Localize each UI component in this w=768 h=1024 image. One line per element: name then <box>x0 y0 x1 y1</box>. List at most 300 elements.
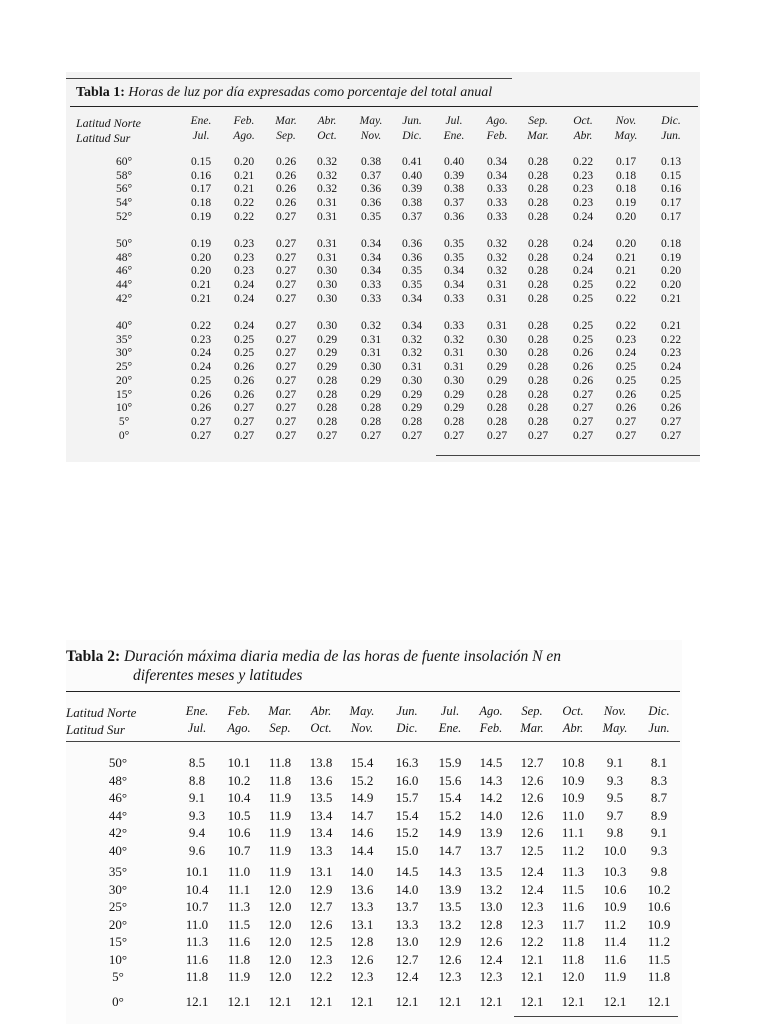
table2-bottom-rule <box>514 1016 678 1017</box>
table1-cell: 0.28 <box>486 415 508 428</box>
table1-cell: 0.31 <box>486 279 508 292</box>
table1-cell: 0.23 <box>233 251 255 264</box>
table1-cell: 0.30 <box>316 265 338 278</box>
table1-lat-label: 42° <box>115 292 133 305</box>
table1-cell: 0.15 <box>190 156 212 168</box>
table1-cell: 0.32 <box>316 169 338 182</box>
table1-cell: 0.37 <box>360 169 382 182</box>
table1-title-prefix: Tabla 1: <box>76 85 125 100</box>
table2-cell: 8.5 <box>188 755 206 770</box>
table2-cell: 10.6 <box>227 825 251 840</box>
table2-cell: 14.4 <box>350 842 374 858</box>
table2-cell: 11.9 <box>268 790 292 805</box>
table2-cell: 10.7 <box>227 842 251 858</box>
table1-cell: 0.27 <box>190 415 212 428</box>
table1-cell: 0.28 <box>316 374 338 387</box>
table2-cell: 14.6 <box>350 825 374 840</box>
table1-month-north: Ene. <box>190 115 212 127</box>
table1-bottom-rule <box>436 455 700 456</box>
table1-cell: 0.39 <box>443 169 465 182</box>
table2-cell: 11.3 <box>561 864 585 879</box>
table1-cell: 0.36 <box>360 183 382 196</box>
table1-cell: 0.28 <box>527 361 549 374</box>
table1-cell: 0.25 <box>572 320 594 332</box>
table1-cell: 0.23 <box>572 183 594 196</box>
table1-cell: 0.31 <box>316 197 338 210</box>
table1-month-south: Dic. <box>402 130 422 142</box>
table2-cell: 13.0 <box>395 934 419 949</box>
table2-cell: 12.7 <box>520 755 544 770</box>
table1-cell: 0.26 <box>233 361 255 374</box>
table1-lat-label: 44° <box>115 279 133 292</box>
table1-cell: 0.32 <box>401 347 423 360</box>
table2-cell: 11.5 <box>227 916 251 932</box>
table1-cell: 0.31 <box>316 238 338 250</box>
table2-cell: 14.3 <box>438 864 462 879</box>
table2-cell: 10.2 <box>227 772 251 788</box>
table1-cell: 0.26 <box>275 183 297 196</box>
table2-cell: 12.8 <box>350 934 374 949</box>
table2-cell: 14.9 <box>350 790 374 805</box>
table2-cell: 8.1 <box>650 755 668 770</box>
table2-cell: 13.3 <box>350 899 374 914</box>
table1-cell: 0.28 <box>527 388 549 401</box>
table1-title <box>76 85 492 101</box>
table2-cell: 12.1 <box>561 994 585 1009</box>
table1-cell: 0.28 <box>527 169 549 182</box>
table1-cell: 0.18 <box>190 197 212 210</box>
table2-month-south: Mar. <box>520 721 544 735</box>
table2-cell: 11.0 <box>227 864 251 879</box>
table1-cell: 0.28 <box>360 402 382 415</box>
table1-cell: 0.32 <box>486 238 508 250</box>
table1-cell: 0.24 <box>572 265 594 278</box>
table2-cell: 10.7 <box>185 899 209 914</box>
table1-lat-label: 15° <box>115 388 133 401</box>
table1-cell: 0.24 <box>660 361 682 374</box>
table1-cell: 0.35 <box>443 251 465 264</box>
table2-cell: 9.8 <box>606 825 624 840</box>
table1-cell: 0.29 <box>316 333 338 346</box>
table1-cell: 0.28 <box>316 388 338 401</box>
table1-cell: 0.29 <box>443 402 465 415</box>
table1-cell: 0.38 <box>443 183 465 196</box>
table1-cell: 0.31 <box>486 292 508 305</box>
table2-cell: 16.3 <box>395 755 419 770</box>
table1-cell: 0.22 <box>190 320 212 332</box>
table2-cell: 11.8 <box>561 934 585 949</box>
table1-month-south: Mar. <box>527 130 549 142</box>
table1-cell: 0.21 <box>233 183 255 196</box>
table1-month-south: Jul. <box>192 130 210 142</box>
table2-cell: 10.4 <box>227 790 251 805</box>
table2-cell: 12.0 <box>268 881 292 897</box>
table1-cell: 0.22 <box>615 292 637 305</box>
table2-cell: 12.3 <box>309 951 333 967</box>
table1-cell: 0.35 <box>443 238 465 250</box>
table1-lat-label: 46° <box>115 265 133 278</box>
table2-cell: 9.1 <box>188 790 206 805</box>
table2-cell: 11.0 <box>185 916 209 932</box>
table2-month-north: Oct. <box>562 704 584 718</box>
table2-cell: 10.9 <box>561 772 585 788</box>
table2-cell: 12.2 <box>309 969 333 984</box>
table1-cell: 0.23 <box>233 265 255 278</box>
table1-cell: 0.21 <box>190 279 212 292</box>
table2-cell: 12.4 <box>520 881 544 897</box>
table1-cell: 0.28 <box>360 415 382 428</box>
table2-title-text-2: diferentes meses y latitudes <box>133 667 303 684</box>
table1-cell: 0.28 <box>527 415 549 428</box>
table1-cell: 0.26 <box>275 156 297 168</box>
table2-cell: 13.3 <box>395 916 419 932</box>
table1-cell: 0.24 <box>572 251 594 264</box>
table1-month-south: Abr. <box>573 130 593 142</box>
table2-cell: 11.7 <box>561 916 585 932</box>
table2-cell: 12.6 <box>309 916 333 932</box>
table1-cell: 0.27 <box>190 429 212 442</box>
table2-cell: 11.2 <box>647 934 671 949</box>
table2-cell: 10.2 <box>647 881 671 897</box>
table2-cell: 15.4 <box>395 807 419 823</box>
table2-cell: 13.6 <box>309 772 333 788</box>
table1-cell: 0.28 <box>527 238 549 250</box>
table1-cell: 0.36 <box>443 210 465 223</box>
table1-cell: 0.23 <box>572 197 594 210</box>
table2-cell: 12.1 <box>395 994 419 1009</box>
table1-cell: 0.20 <box>660 265 682 278</box>
table2-header-north: Latitud Norte <box>66 705 137 720</box>
table2-cell: 11.5 <box>561 881 585 897</box>
table1-month-north: Jun. <box>402 115 422 127</box>
table2-cell: 12.6 <box>438 951 462 967</box>
table1-cell: 0.30 <box>443 374 465 387</box>
table1-header-south: Latitud Sur <box>76 131 131 145</box>
table2-cell: 9.7 <box>606 807 624 823</box>
table2-month-north: Ago. <box>479 704 503 718</box>
table1-cell: 0.24 <box>615 347 637 360</box>
table1-cell: 0.34 <box>486 156 508 168</box>
table1-cell: 0.33 <box>360 292 382 305</box>
table1-cell: 0.25 <box>233 347 255 360</box>
table2-month-south: Ene. <box>438 721 462 735</box>
table1-cell: 0.25 <box>572 279 594 292</box>
table1-cell: 0.23 <box>660 347 682 360</box>
table1-cell: 0.29 <box>401 402 423 415</box>
table1-cell: 0.25 <box>190 374 212 387</box>
table1-cell: 0.24 <box>233 279 255 292</box>
table2-cell: 13.6 <box>350 881 374 897</box>
table2-cell: 12.0 <box>268 951 292 967</box>
table1-cell: 0.23 <box>190 333 212 346</box>
table2-cell: 13.1 <box>350 916 374 932</box>
table2-cell: 12.1 <box>520 994 544 1009</box>
table2-lat-label: 48° <box>108 772 128 788</box>
table1-cell: 0.35 <box>360 210 382 223</box>
table2-cell: 13.4 <box>309 825 333 840</box>
table1-month-north: Dic. <box>661 115 681 127</box>
table2-cell: 12.1 <box>438 994 462 1009</box>
table1-cell: 0.29 <box>486 374 508 387</box>
table1-cell: 0.18 <box>615 183 637 196</box>
table1-cell: 0.27 <box>275 429 297 442</box>
table2-cell: 10.4 <box>185 881 209 897</box>
table2-cell: 16.0 <box>395 772 419 788</box>
table2-cell: 10.9 <box>603 899 627 914</box>
table1-cell: 0.32 <box>401 333 423 346</box>
table2-lat-label: 42° <box>108 825 128 840</box>
table2-cell: 13.2 <box>479 881 503 897</box>
table1-cell: 0.36 <box>401 251 423 264</box>
table1-cell: 0.18 <box>615 169 637 182</box>
table1-cell: 0.22 <box>615 320 637 332</box>
table1-cell: 0.26 <box>190 402 212 415</box>
table1-month-south: Nov. <box>360 130 382 142</box>
table2-cell: 14.3 <box>479 772 503 788</box>
table1-cell: 0.34 <box>443 265 465 278</box>
table2-cell: 8.3 <box>650 772 668 788</box>
table1-cell: 0.19 <box>190 210 212 223</box>
table2-cell: 9.1 <box>606 755 624 770</box>
table1-cell: 0.27 <box>233 402 255 415</box>
table1-month-north: Abr. <box>317 115 337 127</box>
table1-cell: 0.17 <box>615 156 637 168</box>
table2-month-north: Abr. <box>310 704 332 718</box>
table1-cell: 0.32 <box>360 320 382 332</box>
table1-cell: 0.29 <box>443 388 465 401</box>
table1-month-north: Ago. <box>486 115 508 127</box>
table1-cell: 0.30 <box>316 292 338 305</box>
table2-cell: 12.4 <box>479 951 503 967</box>
table2-cell: 15.6 <box>438 772 462 788</box>
table1-cell: 0.29 <box>401 388 423 401</box>
table2-month-south: Oct. <box>310 721 332 735</box>
table1-cell: 0.31 <box>360 333 382 346</box>
table2-month-north: Feb. <box>227 704 251 718</box>
table2-month-south: Sep. <box>269 721 291 735</box>
table1-lat-label: 58° <box>115 169 133 182</box>
table2-cell: 12.0 <box>268 899 292 914</box>
table1-cell: 0.29 <box>360 374 382 387</box>
table1-cell: 0.31 <box>443 361 465 374</box>
table1-cell: 0.27 <box>572 429 594 442</box>
table2-cell: 11.8 <box>647 969 671 984</box>
table1-cell: 0.27 <box>275 320 297 332</box>
table1-cell: 0.33 <box>443 320 465 332</box>
table1-header-north: Latitud Norte <box>76 116 142 130</box>
table2-cell: 13.2 <box>438 916 462 932</box>
table1-cell: 0.34 <box>360 265 382 278</box>
table2-cell: 12.1 <box>185 994 209 1009</box>
table1-month-south: Sep. <box>276 130 296 142</box>
table1-cell: 0.34 <box>360 238 382 250</box>
table2-cell: 12.7 <box>395 951 419 967</box>
table1-cell: 0.21 <box>190 292 212 305</box>
table1-cell: 0.19 <box>615 197 637 210</box>
table2-lat-label: 40° <box>108 842 128 858</box>
table1-cell: 0.38 <box>401 197 423 210</box>
table1-cell: 0.35 <box>401 279 423 292</box>
table1-month-south: Jun. <box>661 130 681 142</box>
table1-cell: 0.32 <box>443 333 465 346</box>
table2-lat-label: 46° <box>108 790 128 805</box>
table2-cell: 12.1 <box>603 994 627 1009</box>
table1-cell: 0.27 <box>275 388 297 401</box>
table1-month-north: May. <box>359 115 383 127</box>
table2-cell: 15.2 <box>395 825 419 840</box>
table1-cell: 0.28 <box>486 388 508 401</box>
table2-cell: 13.1 <box>309 864 333 879</box>
table1-month-north: Feb. <box>233 115 255 127</box>
table1-cell: 0.27 <box>660 415 682 428</box>
table1-cell: 0.26 <box>572 361 594 374</box>
table2-cell: 10.3 <box>603 864 627 879</box>
table1-cell: 0.31 <box>360 347 382 360</box>
table1-cell: 0.27 <box>275 347 297 360</box>
table2-cell: 12.1 <box>520 969 544 984</box>
table1-month-north: Nov. <box>615 115 637 127</box>
table1-cell: 0.26 <box>190 388 212 401</box>
table2-month-north: Mar. <box>268 704 292 718</box>
table2-month-south: Jun. <box>648 721 670 735</box>
table1-cell: 0.34 <box>401 292 423 305</box>
table1-cell: 0.27 <box>275 415 297 428</box>
table2-cell: 11.2 <box>561 842 585 858</box>
table1-cell: 0.30 <box>486 333 508 346</box>
table1-cell: 0.20 <box>190 251 212 264</box>
table1-cell: 0.38 <box>360 156 382 168</box>
table1-cell: 0.21 <box>660 292 682 305</box>
table2-cell: 10.1 <box>227 755 251 770</box>
table1-cell: 0.22 <box>615 279 637 292</box>
table1-cell: 0.26 <box>615 402 637 415</box>
table2-cell: 12.2 <box>520 934 544 949</box>
table2-cell: 11.8 <box>268 755 292 770</box>
table2-cell: 12.6 <box>350 951 374 967</box>
table2-cell: 10.5 <box>227 807 251 823</box>
table2-cell: 8.7 <box>650 790 668 805</box>
table2-cell: 13.4 <box>309 807 333 823</box>
table1-cell: 0.25 <box>572 333 594 346</box>
table1-cell: 0.23 <box>233 238 255 250</box>
table2-month-south: Nov. <box>350 721 374 735</box>
table2-month-south: Jul. <box>187 721 207 735</box>
table1-cell: 0.25 <box>660 374 682 387</box>
table2-cell: 9.8 <box>650 864 668 879</box>
table1-cell: 0.20 <box>660 279 682 292</box>
table1-cell: 0.27 <box>275 265 297 278</box>
table2-cell: 15.2 <box>350 772 374 788</box>
table2-cell: 12.3 <box>438 969 462 984</box>
table1-cell: 0.25 <box>233 333 255 346</box>
table1-cell: 0.27 <box>660 429 682 442</box>
table1-cell: 0.25 <box>615 374 637 387</box>
table2-cell: 10.6 <box>647 899 671 914</box>
table1-cell: 0.24 <box>572 238 594 250</box>
table2-cell: 10.1 <box>185 864 209 879</box>
table2-cell: 14.2 <box>479 790 503 805</box>
table2-cell: 12.6 <box>479 934 503 949</box>
table1-month-south: May. <box>614 130 638 142</box>
table1-cell: 0.33 <box>486 197 508 210</box>
table1-cell: 0.20 <box>615 210 637 223</box>
table2-cell: 12.1 <box>520 951 544 967</box>
table1-month-south: Ago. <box>233 130 255 142</box>
table2-month-south: Feb. <box>479 721 503 735</box>
table2-cell: 11.4 <box>603 934 627 949</box>
table2-cell: 13.5 <box>479 864 503 879</box>
table1-cell: 0.30 <box>316 279 338 292</box>
table1-cell: 0.27 <box>275 210 297 223</box>
table2-cell: 14.9 <box>438 825 462 840</box>
table1-cell: 0.26 <box>233 388 255 401</box>
table2-cell: 9.5 <box>606 790 624 805</box>
table2-cell: 11.9 <box>268 807 292 823</box>
table1-lat-label: 30° <box>115 347 133 360</box>
table1-cell: 0.29 <box>316 347 338 360</box>
table2-cell: 12.1 <box>479 994 503 1009</box>
table2-cell: 14.5 <box>479 755 503 770</box>
table2-cell: 9.3 <box>650 842 668 858</box>
table1-cell: 0.40 <box>401 169 423 182</box>
table1-cell: 0.36 <box>360 197 382 210</box>
table2-header-rule <box>66 691 680 692</box>
table1-cell: 0.25 <box>660 388 682 401</box>
table1-cell: 0.34 <box>443 279 465 292</box>
table1-cell: 0.36 <box>401 238 423 250</box>
table1-cell: 0.16 <box>190 169 212 182</box>
table2-cell: 11.6 <box>227 934 251 949</box>
table1-cell: 0.22 <box>233 210 255 223</box>
table2-cell: 8.9 <box>650 807 668 823</box>
table2-month-north: Jun. <box>396 704 418 718</box>
table1-cell: 0.28 <box>527 333 549 346</box>
table2-cell: 13.9 <box>438 881 462 897</box>
table1-lat-label: 5° <box>118 415 130 428</box>
table1-cell: 0.18 <box>660 238 682 250</box>
table1-lat-label: 20° <box>115 374 133 387</box>
table1-cell: 0.27 <box>275 251 297 264</box>
table1-top-rule <box>66 78 512 79</box>
table1-cell: 0.28 <box>401 415 423 428</box>
table2-header-south: Latitud Sur <box>66 722 125 737</box>
table1-cell: 0.40 <box>443 156 465 168</box>
table2-lat-label: 20° <box>108 916 128 932</box>
table2-cell: 15.4 <box>350 755 374 770</box>
table1-month-south: Ene. <box>443 130 465 142</box>
table2-lat-label: 5° <box>112 969 124 984</box>
table1-cell: 0.32 <box>316 156 338 168</box>
table2-cell: 14.0 <box>350 864 374 879</box>
table1-cell: 0.26 <box>275 197 297 210</box>
table1-lat-label: 10° <box>115 402 133 415</box>
table2-title-line1 <box>66 648 561 666</box>
table2-cell: 12.3 <box>350 969 374 984</box>
table1-cell: 0.32 <box>316 183 338 196</box>
table1-cell: 0.34 <box>360 251 382 264</box>
table1-cell: 0.28 <box>527 210 549 223</box>
table1-cell: 0.26 <box>572 347 594 360</box>
table2-cell: 12.6 <box>520 807 544 823</box>
table1-lat-label: 60° <box>115 156 133 168</box>
table2-cell: 12.0 <box>268 934 292 949</box>
table1-month-north: Jul. <box>445 115 463 127</box>
table2-month-north: Sep. <box>521 704 543 718</box>
table2-cell: 11.8 <box>185 969 209 984</box>
table1-cell: 0.30 <box>401 374 423 387</box>
table1-cell: 0.28 <box>527 265 549 278</box>
table1-cell: 0.27 <box>275 374 297 387</box>
